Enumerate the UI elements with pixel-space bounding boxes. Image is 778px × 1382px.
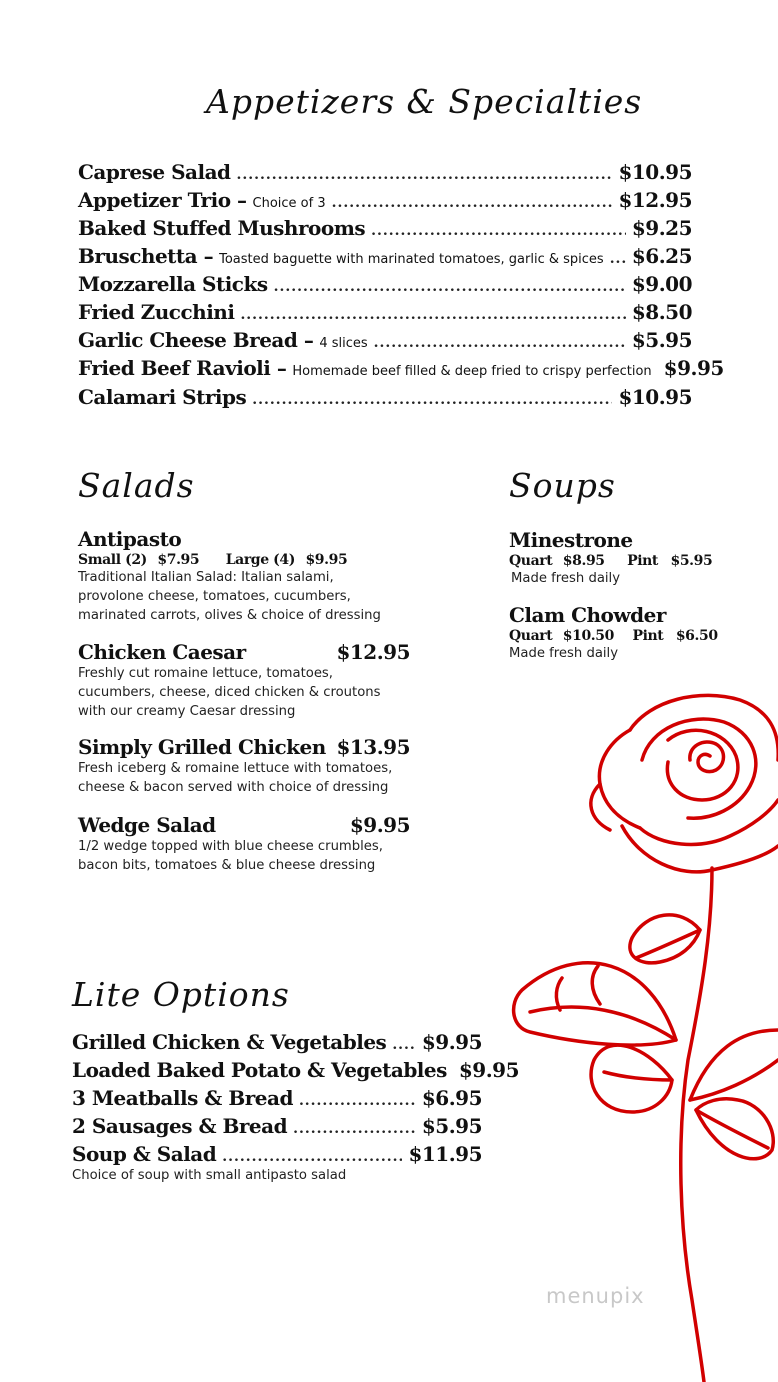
dot-leader [237, 167, 613, 183]
lite-footnote: Choice of soup with small antipasto salad [72, 1168, 347, 1183]
item-name: Wedge Salad [78, 813, 216, 837]
item-name: Soup & Salad [72, 1142, 217, 1166]
menu-item [78, 244, 692, 268]
item-price: $9.95 [421, 1030, 482, 1054]
item-name: Clam Chowder [509, 603, 666, 627]
item-description: with our creamy Caesar dressing [78, 704, 296, 719]
menu-item [78, 300, 692, 324]
item-description: Traditional Italian Salad: Italian salami, [78, 570, 334, 585]
menu-item [72, 1058, 520, 1082]
salad-item [78, 640, 410, 721]
item-name: Antipasto [78, 527, 182, 551]
menu-item [78, 216, 692, 240]
item-name: Grilled Chicken & Vegetables [72, 1030, 387, 1054]
size-price: $7.95 [157, 552, 200, 568]
dot-leader [240, 307, 625, 323]
menu-item [78, 160, 692, 184]
soups-title: Soups [509, 466, 616, 505]
item-description: Fresh iceberg & romaine lettuce with tomatoes, [78, 761, 393, 776]
item-price: $10.95 [618, 160, 692, 184]
size-label: Quart [509, 553, 553, 569]
item-name: Simply Grilled Chicken [78, 735, 326, 759]
item-price: $9.95 [458, 1058, 520, 1082]
item-price: $9.95 [349, 813, 410, 837]
dot-leader [374, 335, 626, 351]
item-name: Appetizer Trio – [78, 188, 247, 212]
item-description: bacon bits, tomatoes & blue cheese dressing [78, 858, 376, 873]
size-prices [509, 628, 718, 644]
size-label: Pint [632, 628, 664, 644]
lite-options-title: Lite Options [72, 975, 290, 1014]
item-description: cucumbers, cheese, diced chicken & croutons [78, 685, 381, 700]
item-price: $11.95 [408, 1142, 482, 1166]
menu-item [72, 1086, 482, 1110]
item-price: $9.25 [631, 216, 692, 240]
item-name: Calamari Strips [78, 385, 247, 409]
item-name: Minestrone [509, 528, 633, 552]
dot-leader [332, 195, 613, 211]
size-price: $6.50 [675, 628, 718, 644]
item-price: $9.00 [631, 272, 692, 296]
item-description: marinated carrots, olives & choice of dressing [78, 608, 381, 623]
item-price: $8.50 [631, 300, 692, 324]
item-price: $10.95 [618, 385, 692, 409]
salad-item [78, 813, 410, 875]
item-name: Garlic Cheese Bread – [78, 328, 314, 352]
item-name: Fried Beef Ravioli – [78, 356, 287, 380]
salads-title: Salads [78, 466, 195, 505]
item-note: Toasted baguette with marinated tomatoes, garlic & spices [219, 252, 604, 267]
item-description: provolone cheese, tomatoes, cucumbers, [78, 589, 351, 604]
size-label: Pint [627, 553, 659, 569]
item-price: $12.95 [618, 188, 692, 212]
menu-item [78, 385, 692, 409]
menu-item [78, 188, 692, 212]
item-price: $6.25 [631, 244, 692, 268]
item-name: Baked Stuffed Mushrooms [78, 216, 366, 240]
item-note: 4 slices [319, 336, 368, 351]
size-price: $9.95 [305, 552, 348, 568]
dot-leader [299, 1093, 416, 1109]
size-price: $8.95 [562, 553, 605, 569]
appetizers-title: Appetizers & Specialties [206, 82, 643, 121]
item-name: Chicken Caesar [78, 640, 246, 664]
item-name: Bruschetta – [78, 244, 214, 268]
dot-leader [274, 279, 626, 295]
soup-item [509, 528, 712, 588]
size-label: Quart [509, 628, 553, 644]
item-price: $13.95 [336, 735, 410, 759]
dot-leader [371, 223, 626, 239]
item-name: 2 Sausages & Bread [72, 1114, 288, 1138]
item-name: Fried Zucchini [78, 300, 235, 324]
item-name: Mozzarella Sticks [78, 272, 268, 296]
item-price: $5.95 [631, 328, 692, 352]
soup-item [509, 603, 718, 663]
dot-leader [252, 392, 612, 408]
size-label: Large (4) [225, 552, 295, 568]
dot-leader [222, 1149, 402, 1165]
size-price: $5.95 [670, 553, 713, 569]
dot-leader [293, 1121, 416, 1137]
size-prices [78, 552, 381, 568]
item-name: Caprese Salad [78, 160, 231, 184]
menu-item [72, 1142, 482, 1166]
menu-item [72, 1030, 482, 1054]
item-note: Homemade beef filled & deep fried to crispy perfection [292, 364, 652, 379]
menu-item [78, 356, 724, 380]
watermark: menupix [546, 1284, 645, 1308]
item-price: $6.95 [421, 1086, 482, 1110]
size-price: $10.50 [562, 628, 614, 644]
menu-item [78, 328, 692, 352]
item-price: $5.95 [421, 1114, 482, 1138]
item-name: 3 Meatballs & Bread [72, 1086, 293, 1110]
item-description: Made fresh daily [509, 646, 619, 661]
item-name: Loaded Baked Potato & Vegetables [72, 1058, 447, 1082]
size-label: Small (2) [78, 552, 147, 568]
item-description: Freshly cut romaine lettuce, tomatoes, [78, 666, 333, 681]
item-description: cheese & bacon served with choice of dressing [78, 780, 389, 795]
dot-leader [392, 1037, 416, 1053]
item-description: Made fresh daily [511, 571, 621, 586]
item-description: 1/2 wedge topped with blue cheese crumbles, [78, 839, 383, 854]
salad-antipasto [78, 527, 381, 625]
item-price: $12.95 [336, 640, 410, 664]
salad-item [78, 735, 410, 797]
size-prices [509, 553, 712, 569]
item-note: Choice of 3 [252, 196, 326, 211]
menu-item [78, 272, 692, 296]
item-price: $9.95 [663, 356, 724, 380]
menu-item [72, 1114, 482, 1138]
dot-leader [610, 251, 626, 267]
